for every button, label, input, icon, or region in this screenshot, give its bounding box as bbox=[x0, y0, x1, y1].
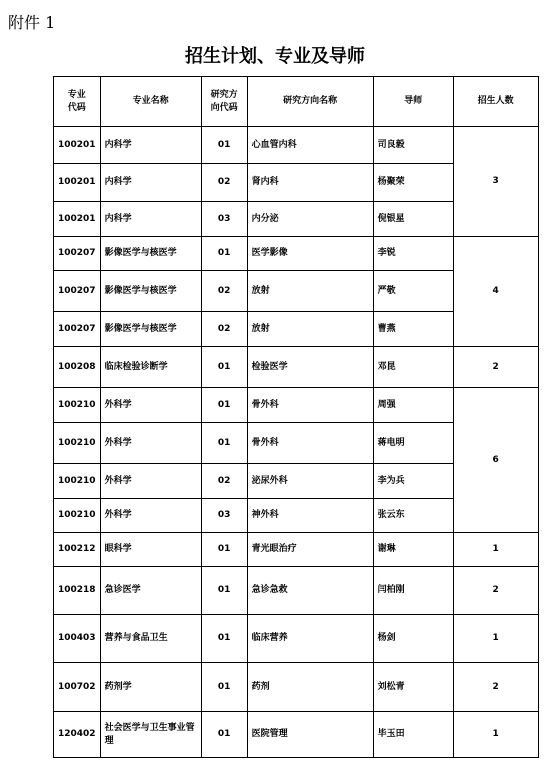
major-name: 社会医学与卫生事业管理 bbox=[100, 712, 201, 758]
enrollment-count: 1 bbox=[453, 712, 538, 758]
major-name: 外科学 bbox=[100, 464, 201, 499]
table-row bbox=[54, 533, 539, 567]
major-name: 影像医学与核医学 bbox=[100, 237, 201, 271]
direction-code: 01 bbox=[201, 663, 247, 712]
advisor: 蒋电明 bbox=[373, 423, 453, 464]
enrollment-count: 1 bbox=[453, 615, 538, 663]
direction-name: 放射 bbox=[247, 312, 373, 347]
direction-code: 01 bbox=[201, 237, 247, 271]
major-name: 急诊医学 bbox=[100, 567, 201, 615]
major-code: 100210 bbox=[54, 388, 101, 423]
major-code: 100207 bbox=[54, 237, 101, 271]
major-name: 药剂学 bbox=[100, 663, 201, 712]
direction-code: 01 bbox=[201, 388, 247, 423]
header-enrollment: 招生人数 bbox=[453, 77, 538, 127]
enrollment-count: 2 bbox=[453, 663, 538, 712]
direction-code: 01 bbox=[201, 712, 247, 758]
major-name: 眼科学 bbox=[100, 533, 201, 567]
major-code: 100403 bbox=[54, 615, 101, 663]
major-name: 临床检验诊断学 bbox=[100, 347, 201, 388]
advisor: 刘松青 bbox=[373, 663, 453, 712]
direction-name: 药剂 bbox=[247, 663, 373, 712]
enrollment-count: 1 bbox=[453, 533, 538, 567]
major-name: 影像医学与核医学 bbox=[100, 312, 201, 347]
table-row bbox=[54, 388, 539, 423]
enrollment-count: 6 bbox=[453, 388, 538, 533]
major-name: 内科学 bbox=[100, 202, 201, 237]
major-name: 营养与食品卫生 bbox=[100, 615, 201, 663]
direction-code: 02 bbox=[201, 464, 247, 499]
major-code: 100208 bbox=[54, 347, 101, 388]
header-advisor: 导师 bbox=[373, 77, 453, 127]
major-code: 100201 bbox=[54, 164, 101, 202]
major-name: 内科学 bbox=[100, 164, 201, 202]
major-name: 内科学 bbox=[100, 127, 201, 164]
advisor: 李为兵 bbox=[373, 464, 453, 499]
direction-name: 青光眼治疗 bbox=[247, 533, 373, 567]
table-row bbox=[54, 712, 539, 758]
major-code: 100207 bbox=[54, 312, 101, 347]
major-name: 影像医学与核医学 bbox=[100, 271, 201, 312]
major-code: 100218 bbox=[54, 567, 101, 615]
enrollment-count: 2 bbox=[453, 347, 538, 388]
enrollment-count: 4 bbox=[453, 237, 538, 347]
advisor: 司良毅 bbox=[373, 127, 453, 164]
table-row bbox=[54, 615, 539, 663]
major-code: 120402 bbox=[54, 712, 101, 758]
direction-name: 放射 bbox=[247, 271, 373, 312]
direction-code: 01 bbox=[201, 127, 247, 164]
major-name: 外科学 bbox=[100, 388, 201, 423]
major-code: 100210 bbox=[54, 464, 101, 499]
advisor: 闫柏刚 bbox=[373, 567, 453, 615]
direction-name: 骨外科 bbox=[247, 388, 373, 423]
table-row bbox=[54, 567, 539, 615]
direction-code: 01 bbox=[201, 567, 247, 615]
attachment-label: 附件 1 bbox=[8, 13, 56, 32]
major-code: 100201 bbox=[54, 202, 101, 237]
direction-name: 泌尿外科 bbox=[247, 464, 373, 499]
advisor: 邓昆 bbox=[373, 347, 453, 388]
direction-code: 02 bbox=[201, 271, 247, 312]
direction-code: 01 bbox=[201, 423, 247, 464]
direction-name: 医院管理 bbox=[247, 712, 373, 758]
major-code: 100210 bbox=[54, 499, 101, 533]
header-major-name: 专业名称 bbox=[100, 77, 201, 127]
major-code: 100201 bbox=[54, 127, 101, 164]
direction-name: 检验医学 bbox=[247, 347, 373, 388]
direction-code: 01 bbox=[201, 533, 247, 567]
advisor: 严敬 bbox=[373, 271, 453, 312]
direction-name: 心血管内科 bbox=[247, 127, 373, 164]
direction-name: 神外科 bbox=[247, 499, 373, 533]
direction-code: 01 bbox=[201, 615, 247, 663]
direction-name: 肾内科 bbox=[247, 164, 373, 202]
enrollment-count: 3 bbox=[453, 127, 538, 237]
direction-code: 02 bbox=[201, 312, 247, 347]
advisor: 杨剑 bbox=[373, 615, 453, 663]
header-major-code: 专业 代码 bbox=[54, 77, 101, 127]
table-row bbox=[54, 127, 539, 164]
direction-name: 骨外科 bbox=[247, 423, 373, 464]
table-row bbox=[54, 347, 539, 388]
major-code: 100702 bbox=[54, 663, 101, 712]
header-direction-name: 研究方向名称 bbox=[247, 77, 373, 127]
table-row bbox=[54, 237, 539, 271]
table-row bbox=[54, 663, 539, 712]
direction-name: 急诊急救 bbox=[247, 567, 373, 615]
advisor: 杨聚荣 bbox=[373, 164, 453, 202]
advisor: 李锐 bbox=[373, 237, 453, 271]
direction-name: 临床营养 bbox=[247, 615, 373, 663]
direction-code: 01 bbox=[201, 347, 247, 388]
major-code: 100212 bbox=[54, 533, 101, 567]
advisor: 毕玉田 bbox=[373, 712, 453, 758]
advisor: 张云东 bbox=[373, 499, 453, 533]
header-direction-code: 研究方 向代码 bbox=[201, 77, 247, 127]
direction-name: 内分泌 bbox=[247, 202, 373, 237]
enrollment-table bbox=[53, 76, 539, 758]
major-code: 100207 bbox=[54, 271, 101, 312]
advisor: 倪银星 bbox=[373, 202, 453, 237]
advisor: 周强 bbox=[373, 388, 453, 423]
major-code: 100210 bbox=[54, 423, 101, 464]
advisor: 谢琳 bbox=[373, 533, 453, 567]
enrollment-count: 2 bbox=[453, 567, 538, 615]
major-name: 外科学 bbox=[100, 499, 201, 533]
major-name: 外科学 bbox=[100, 423, 201, 464]
advisor: 曹燕 bbox=[373, 312, 453, 347]
direction-code: 03 bbox=[201, 202, 247, 237]
direction-name: 医学影像 bbox=[247, 237, 373, 271]
direction-code: 03 bbox=[201, 499, 247, 533]
document-title: 招生计划、专业及导师 bbox=[185, 46, 365, 67]
direction-code: 02 bbox=[201, 164, 247, 202]
